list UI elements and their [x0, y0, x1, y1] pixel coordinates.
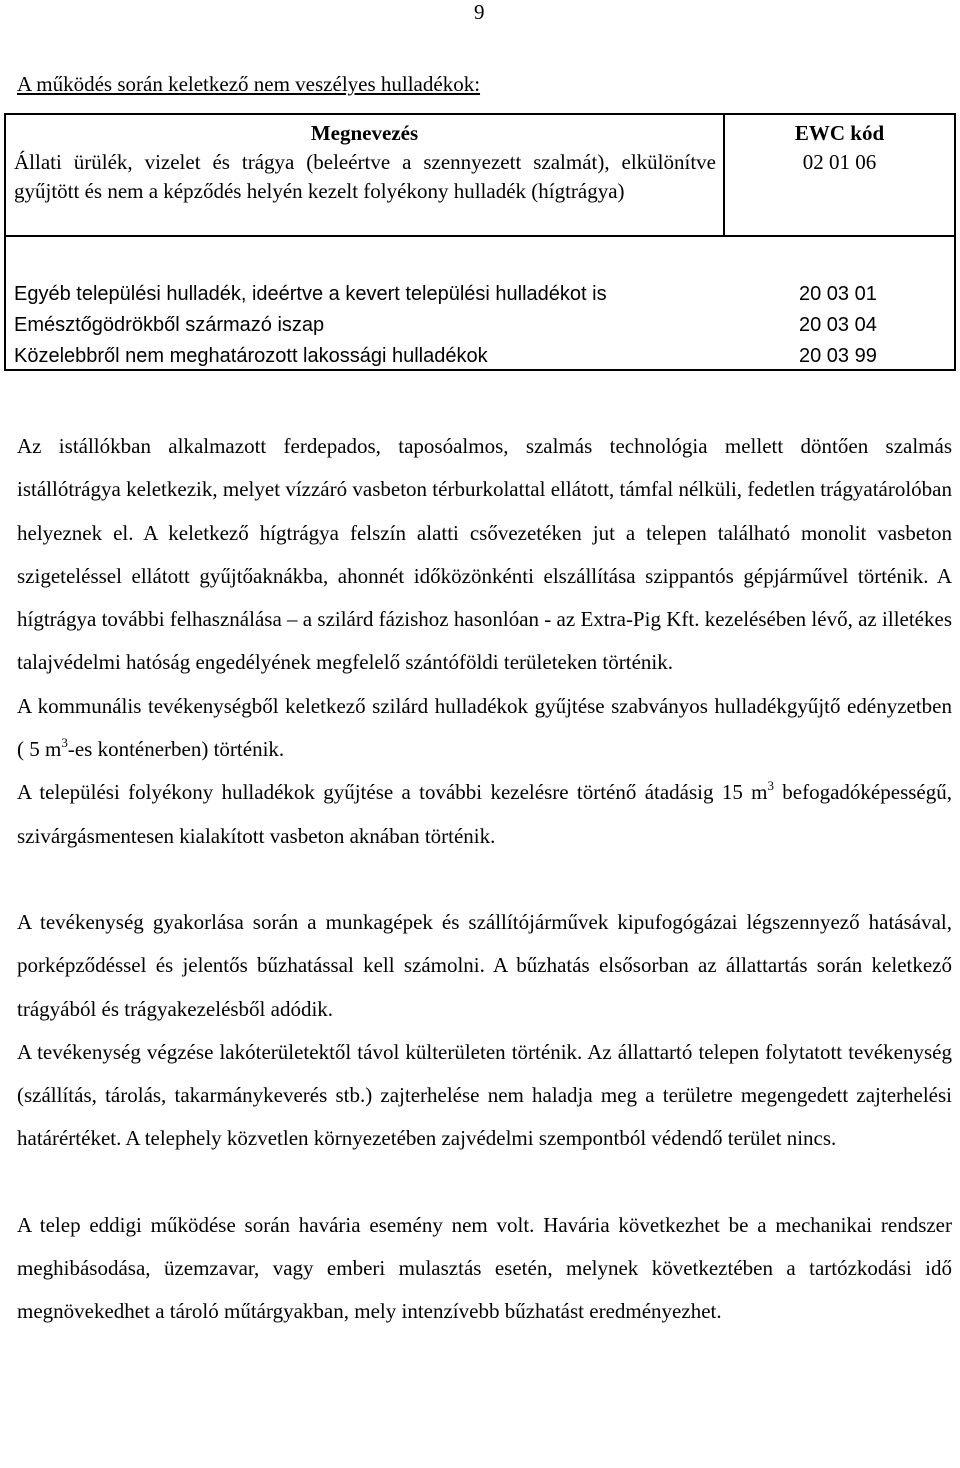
superscript: 3 [767, 778, 774, 794]
table-row-divider [6, 235, 954, 237]
table-other-rows [14, 279, 954, 372]
body-text [17, 425, 952, 1334]
paragraph-text: A települési folyékony hulladékok gyűjtése a további kezelésre történő átadásig 15 m [17, 780, 768, 805]
table-row-name: Emésztőgödrökből származó iszap [14, 314, 325, 336]
table-header-code: EWC kód [794, 121, 885, 145]
paragraph-manure-storage: Az istállókban alkalmazott ferdepados, taposóalmos, szalmás technológia mellett döntően szalmás istállótrágya keletkezik, melyet vízzáró vasbeton térburkolattal ellátott, támfal nélküli, fedetlen trágyatárolóban helyeznek el. A keletkező hígtrágya felszín alatti csővezetéken jut a telepen található monolit vasbeton szigeteléssel ellátott gyűjtőaknákba, ahonnét időközönkénti elszállítása szippantós gépjárművel történik. A hígtrágya további felhasználása – a szilárd fázishoz hasonlóan - az Extra-Pig Kft. kezelésében lévő, az illetékes talajvédelmi hatóság engedélyének megfelelő szántóföldi területeken történik. [17, 434, 952, 675]
table-row [14, 279, 954, 310]
page-number: 9 [474, 0, 485, 24]
paragraph-air-pollution: A tevékenység gyakorlása során a munkagépek és szállítójárművek kipufogógázai légszennyező hatásával, porképződéssel és jelentős bűzhatással kell számolni. A bűzhatás elsősorban az állattartás során keletkező trágyából és trágyakezelésből adódik. [17, 909, 952, 1021]
table-main-row-name: Állati ürülék, vizelet és trágya (beleértve a szennyezett szalmát), elkülönítve gyűjtött és nem a képződés helyén kezelt folyékony hulladék (hígtrágya) [14, 150, 716, 203]
paragraph-noise: A tevékenység végzése lakóterületektől távol külterületen történik. Az állattartó telepen folytatott tevékenység (szállítás, tárolás, takarmánykeverés stb.) zajterhelése nem haladja meg a területre megengedett zajterhelési határértéket. A telephely közvetlen környezetében zajvédelmi szempontból védendő terület nincs. [17, 1039, 952, 1151]
table-row-name: Egyéb települési hulladék, ideértve a kevert települési hulladékot is [14, 283, 607, 305]
paragraph-accident: A telep eddigi működése során havária esemény nem volt. Havária következhet be a mechanikai rendszer meghibásodása, üzemzavar, vagy emberi mulasztás esetén, melynek következtében a tartózkodási idő megnövekedhet a tároló műtárgyakban, mely intenzívebb bűzhatást eredményezhet. [17, 1212, 952, 1324]
table-row-code: 20 03 99 [799, 345, 877, 367]
table-row-code: 20 03 04 [799, 314, 877, 336]
table-main-row-code: 02 01 06 [802, 150, 877, 174]
table-header-name: Megnevezés [310, 121, 419, 145]
paragraph-text: -es konténerben) történik. [67, 737, 285, 762]
table-row-name: Közelebbről nem meghatározott lakossági hulladékok [14, 345, 488, 367]
paragraph-liquid-waste [17, 771, 952, 858]
paragraph-communal-waste [17, 685, 952, 772]
paragraph-gap [17, 1161, 952, 1204]
waste-table [4, 113, 956, 371]
paragraph-text: A kommunális tevékenységből keletkező szilárd hulladékok gyűjtése szabványos hulladékgyűjtő edényzetben ( 5 m [17, 693, 952, 762]
superscript: 3 [61, 735, 68, 751]
table-row [14, 341, 954, 372]
paragraph-text: befogadóképességű, szivárgásmentesen kialakított vasbeton aknában történik. [17, 780, 952, 848]
table-row-code: 20 03 01 [799, 283, 877, 305]
paragraph-gap [17, 858, 952, 901]
section-title: A működés során keletkező nem veszélyes hulladékok: [17, 72, 481, 96]
table-row [14, 310, 954, 341]
